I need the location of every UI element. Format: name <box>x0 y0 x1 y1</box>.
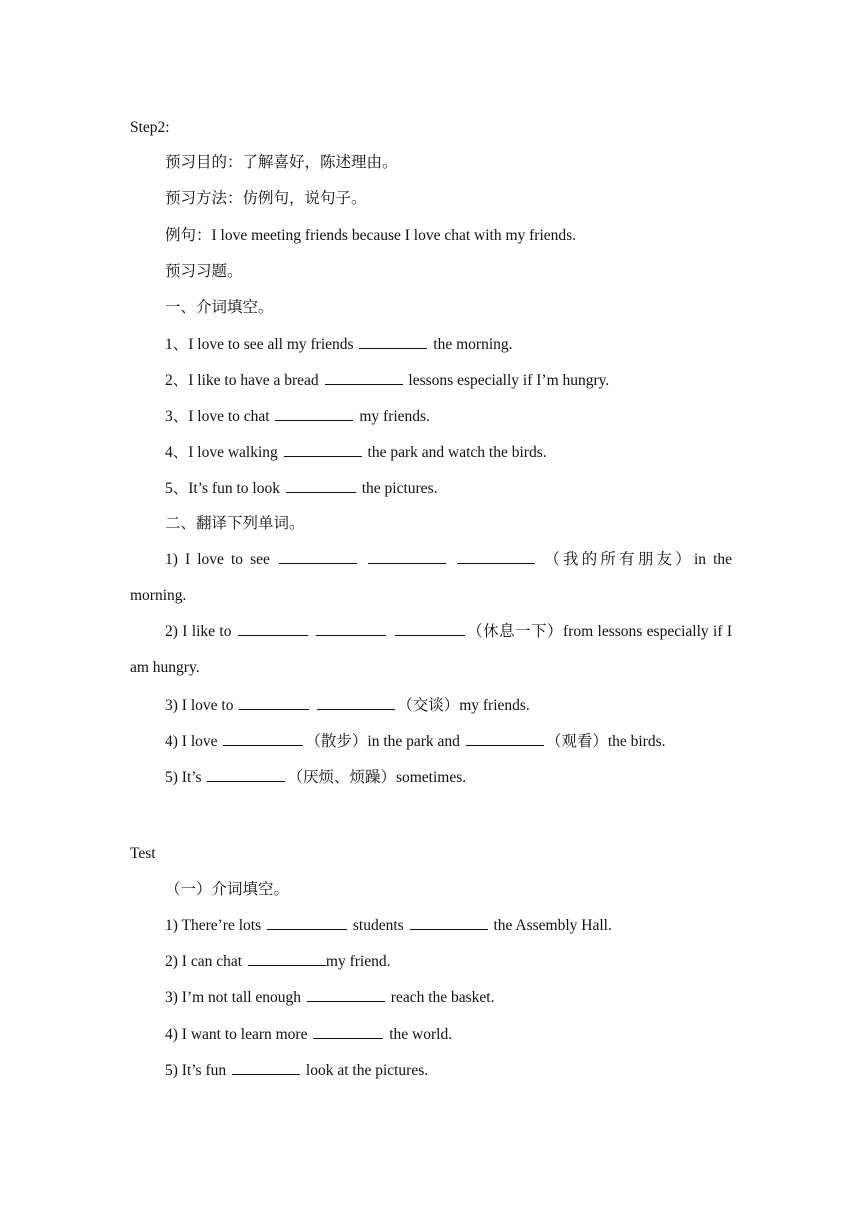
example-sentence: 例句：I love meeting friends because I love chat with my friends. <box>165 227 577 244</box>
part2-title: 二、翻译下列单词。 <box>165 515 305 532</box>
part2-question: 2) I like to （休息一下）from lessons especially if I am hungry. <box>130 623 733 676</box>
answer-blank <box>466 731 544 746</box>
answer-blank <box>410 915 488 930</box>
answer-blank <box>316 621 386 636</box>
test-question: 1) There’re lots students the Assembly Hall. <box>165 917 612 934</box>
exercises-title: 预习习题。 <box>165 263 243 280</box>
answer-blank <box>275 406 353 421</box>
answer-blank <box>457 549 535 564</box>
test-heading: Test <box>130 845 156 862</box>
answer-blank <box>368 549 446 564</box>
test-question: 4) I want to learn more the world. <box>165 1026 453 1043</box>
preview-method: 预习方法：仿例句，说句子。 <box>165 190 367 207</box>
answer-blank <box>239 695 309 710</box>
answer-blank <box>307 987 385 1002</box>
part2-question: 5) It’s （厌烦、烦躁）sometimes. <box>165 769 467 786</box>
answer-blank <box>238 621 308 636</box>
test-section-title: （一）介词填空。 <box>165 881 290 898</box>
test-question: 2) I can chat my friend. <box>165 953 391 970</box>
part1-question: 4、I love walking the park and watch the birds. <box>165 444 547 461</box>
step2-heading: Step2: <box>130 119 170 136</box>
answer-blank <box>317 695 395 710</box>
test-question: 5) It’s fun look at the pictures. <box>165 1062 429 1079</box>
answer-blank <box>284 442 362 457</box>
answer-blank <box>325 370 403 385</box>
answer-blank <box>359 334 427 349</box>
test-question: 3) I’m not tall enough reach the basket. <box>165 989 495 1006</box>
part2-question: 3) I love to （交谈）my friends. <box>165 697 530 714</box>
preview-purpose: 预习目的：了解喜好，陈述理由。 <box>165 154 398 171</box>
answer-blank <box>313 1024 383 1039</box>
part1-question: 2、I like to have a bread lessons especially if I’m hungry. <box>165 372 610 389</box>
part1-question: 5、It’s fun to look the pictures. <box>165 480 438 497</box>
part1-title: 一、介词填空。 <box>165 299 274 316</box>
part1-question: 3、I love to chat my friends. <box>165 408 430 425</box>
part1-question: 1、I love to see all my friends the morning. <box>165 336 513 353</box>
answer-blank <box>223 731 303 746</box>
answer-blank <box>395 621 465 636</box>
answer-blank <box>286 478 356 493</box>
answer-blank <box>267 915 347 930</box>
answer-blank <box>207 767 285 782</box>
part2-question: 4) I love （散步）in the park and （观看）the birds. <box>165 733 666 750</box>
part2-question: 1) I love to see （我的所有朋友）in the morning. <box>130 551 733 604</box>
answer-blank <box>279 549 357 564</box>
answer-blank <box>232 1060 300 1075</box>
answer-blank <box>248 951 326 966</box>
